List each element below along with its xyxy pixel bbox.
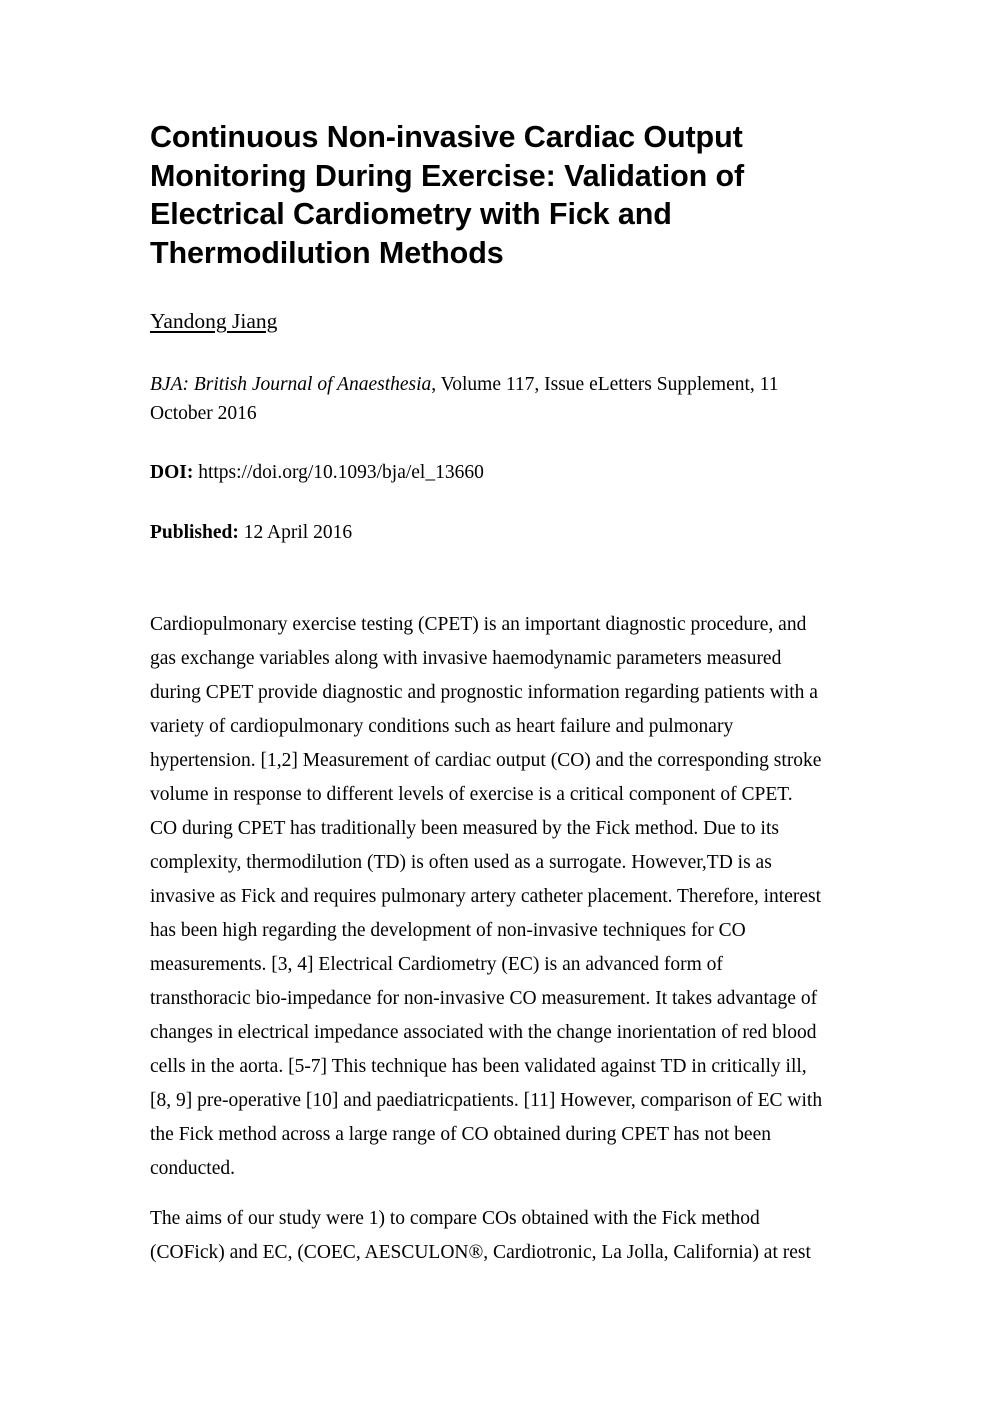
published-date: 12 April 2016 <box>243 522 353 543</box>
published-line <box>150 520 352 546</box>
paragraph-line: hypertension. [1,2] Measurement of cardiac output (CO) and the corresponding stroke <box>150 750 822 771</box>
paragraph-line: transthoracic bio-impedance for non-invasive CO measurement. It takes advantage of <box>150 988 818 1009</box>
paragraph-line: measurements. [3, 4] Electrical Cardiometry (EC) is an advanced form of <box>150 954 723 975</box>
paragraph-line: CO during CPET has traditionally been measured by the Fick method. Due to its <box>150 818 779 839</box>
paragraph-line: cells in the aorta. [5-7] This technique has been validated against TD in critically ill, <box>150 1056 807 1077</box>
article-title <box>150 118 850 272</box>
published-label: Published: <box>150 522 239 543</box>
paragraph-line: invasive as Fick and requires pulmonary artery catheter placement. Therefore, interest <box>150 886 822 907</box>
body-paragraph-2 <box>150 1202 850 1270</box>
paragraph-line: during CPET provide diagnostic and prognostic information regarding patients with a <box>150 682 818 703</box>
paragraph-line: The aims of our study were 1) to compare COs obtained with the Fick method <box>150 1208 760 1229</box>
author-link[interactable]: Yandong Jiang <box>150 309 278 333</box>
paragraph-line: conducted. <box>150 1158 236 1179</box>
paragraph-line: volume in response to different levels of exercise is a critical component of CPET. <box>150 784 793 805</box>
citation-date: October 2016 <box>150 403 257 424</box>
paragraph-line: gas exchange variables along with invasive haemodynamic parameters measured <box>150 648 782 669</box>
doi-line <box>150 460 484 486</box>
title-line: Thermodilution Methods <box>150 235 504 270</box>
journal-name: BJA: British Journal of Anaesthesia <box>150 374 432 395</box>
paragraph-line: has been high regarding the development of non-invasive techniques for CO <box>150 920 746 941</box>
citation <box>150 370 830 428</box>
paragraph-line: (COFick) and EC, (COEC, AESCULON®, Cardiotronic, La Jolla, California) at rest <box>150 1242 811 1263</box>
body-paragraph-1 <box>150 608 850 1186</box>
paragraph-line: [8, 9] pre-operative [10] and paediatricpatients. [11] However, comparison of EC with <box>150 1090 823 1111</box>
paragraph-line: Cardiopulmonary exercise testing (CPET) is an important diagnostic procedure, and <box>150 614 807 635</box>
paragraph-line: variety of cardiopulmonary conditions such as heart failure and pulmonary <box>150 716 734 737</box>
paragraph-line: complexity, thermodilution (TD) is often used as a surrogate. However,TD is as <box>150 852 772 873</box>
title-line: Monitoring During Exercise: Validation of <box>150 158 745 193</box>
title-line: Electrical Cardiometry with Fick and <box>150 197 672 231</box>
paragraph-line: the Fick method across a large range of CO obtained during CPET has not been <box>150 1124 771 1145</box>
citation-volume: , Volume 117, Issue eLetters Supplement, 11 <box>431 374 779 395</box>
doi-link[interactable]: https://doi.org/10.1093/bja/el_13660 <box>198 462 484 483</box>
article-page <box>150 118 850 1263</box>
doi-label: DOI: <box>150 462 194 483</box>
paragraph-line: changes in electrical impedance associated with the change inorientation of red blood <box>150 1022 817 1043</box>
title-line: Continuous Non-invasive Cardiac Output <box>150 120 743 154</box>
